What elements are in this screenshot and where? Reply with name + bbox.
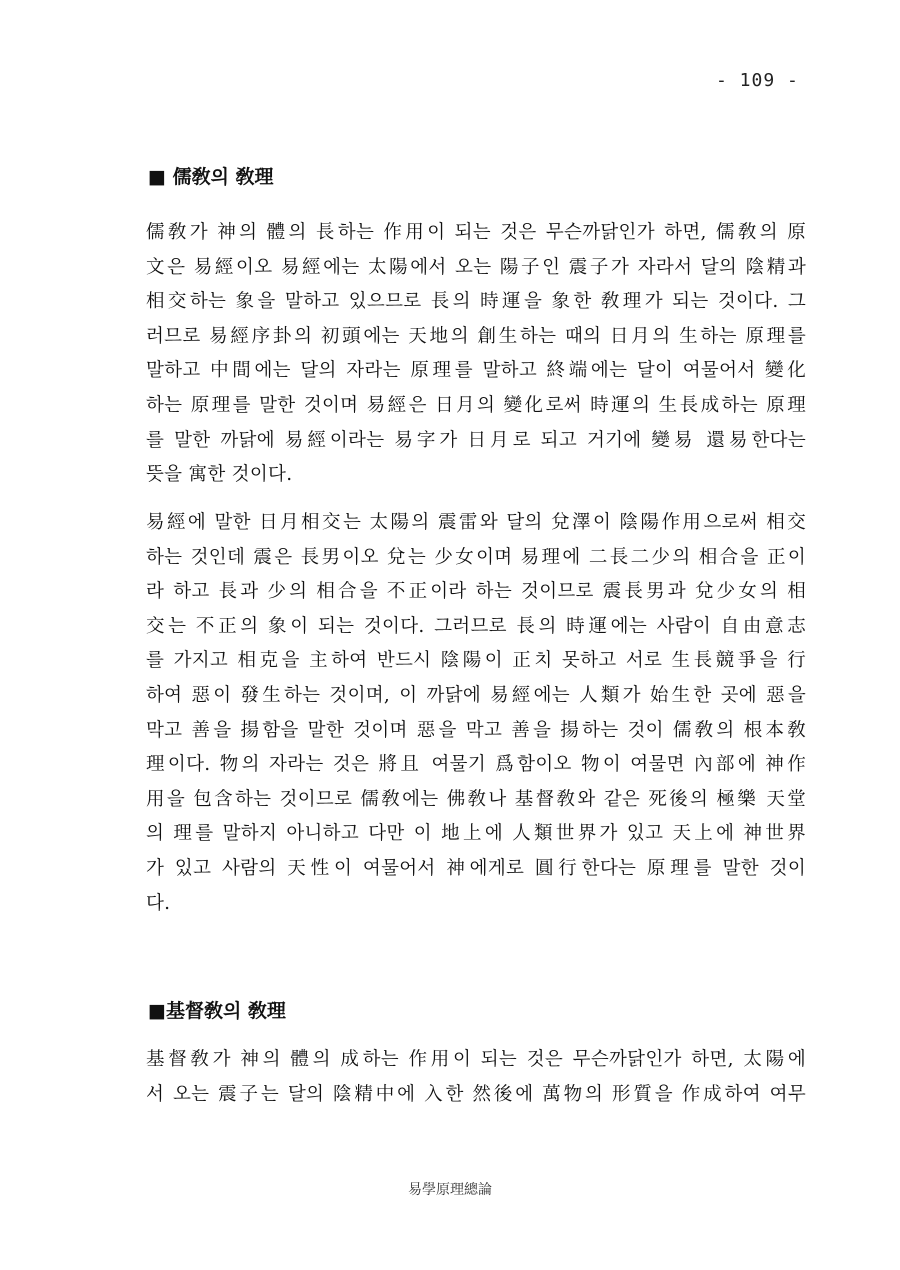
text-line: 를 말한 까닭에 易經이라는 易字가 日月로 되고 거기에 變易 還易한다는 — [146, 429, 806, 451]
text-line: 하는 것인데 震은 長男이오 兌는 少女이며 易理에 二長二少의 相合을 正이 — [146, 546, 806, 568]
text-line: 하여 惡이 發生하는 것이며, 이 까닭에 易經에는 人類가 始生한 곳에 惡을 — [146, 684, 806, 706]
footer-book-title: 易學原理總論 — [408, 1182, 492, 1198]
text-line: 基督敎가 神의 體의 成하는 作用이 되는 것은 무슨까닭인가 하면, 太陽에 — [146, 1049, 806, 1070]
text-line: 用을 包含하는 것이므로 儒敎에는 佛敎나 基督敎와 같은 死後의 極樂 天堂 — [146, 788, 806, 810]
text-line: 가 있고 사람의 天性이 여물어서 神에게로 圓行한다는 原理를 말한 것이 — [146, 857, 806, 879]
text-line: 말하고 中間에는 달의 자라는 原理를 말하고 終端에는 달이 여물어서 變化 — [146, 360, 806, 382]
text-line: 서 오는 震子는 달의 陰精中에 入한 然後에 萬物의 形質을 作成하여 여무 — [146, 1083, 806, 1105]
text-line: 라 하고 長과 少의 相合을 不正이라 하는 것이므로 震長男과 兌少女의 相 — [146, 581, 806, 603]
text-line: 막고 善을 揚함을 말한 것이며 惡을 막고 善을 揚하는 것이 儒敎의 根本敎 — [146, 719, 806, 741]
section-heading-christianity: ■基督敎의 敎理 — [148, 1000, 286, 1022]
paragraph — [146, 506, 806, 921]
section-heading-confucianism: ■ 儒敎의 敎理 — [148, 166, 274, 188]
text-line: 易經에 말한 日月相交는 太陽의 震雷와 달의 兌澤이 陰陽作用으로써 相交 — [146, 512, 806, 533]
text-line: 理이다. 物의 자라는 것은 將且 여물기 爲함이오 物이 여물면 內部에 神作 — [146, 754, 806, 776]
text-line: 儒敎가 神의 體의 長하는 作用이 되는 것은 무슨까닭인가 하면, 儒敎의 原 — [146, 222, 806, 243]
text-line: 다. — [146, 892, 171, 914]
text-line: 交는 不正의 象이 되는 것이다. 그러므로 長의 時運에는 사람이 自由意志 — [146, 615, 806, 637]
text-line: 의 理를 말하지 아니하고 다만 이 地上에 人類世界가 있고 天上에 神世界 — [146, 823, 806, 845]
text-line: 를 가지고 相克을 主하여 반드시 陰陽이 正치 못하고 서로 生長競爭을 行 — [146, 650, 806, 672]
text-line: 러므로 易經序卦의 初頭에는 天地의 創生하는 때의 日月의 生하는 原理를 — [146, 325, 806, 347]
text-line: 하는 原理를 말한 것이며 易經은 日月의 變化로써 時運의 生長成하는 原理 — [146, 394, 806, 416]
text-line: 相交하는 象을 말하고 있으므로 長의 時運을 象한 敎理가 되는 것이다. 그 — [146, 291, 806, 313]
paragraph — [146, 216, 806, 493]
page-number: - 109 - — [716, 70, 799, 91]
paragraph — [146, 1043, 806, 1112]
text-line: 文은 易經이오 易經에는 太陽에서 오는 陽子인 震子가 자라서 달의 陰精과 — [146, 256, 806, 278]
text-line: 뜻을 寓한 것이다. — [146, 464, 293, 486]
